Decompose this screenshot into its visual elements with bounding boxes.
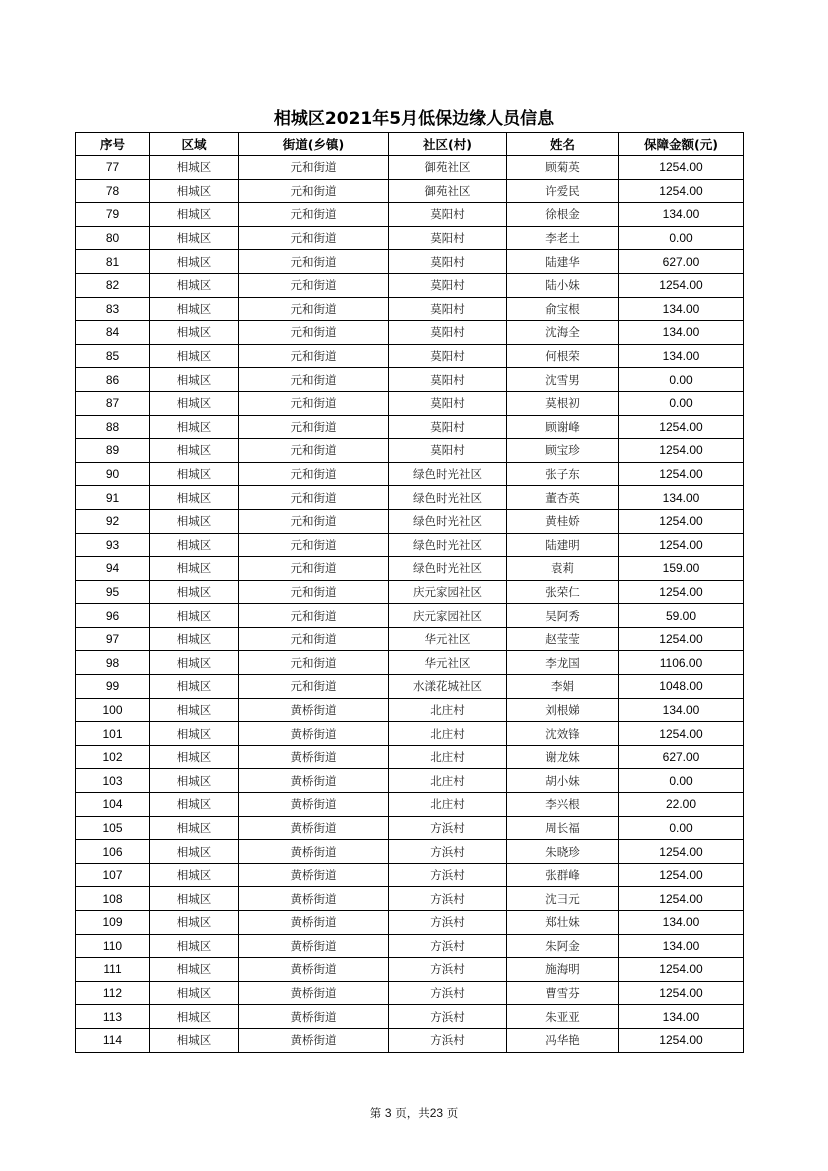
cell-community: 御苑社区	[389, 156, 507, 180]
table-row	[76, 179, 744, 203]
header-amount: 保障金额(元)	[619, 133, 744, 156]
cell-index: 109	[76, 911, 150, 935]
cell-community: 绿色时光社区	[389, 557, 507, 581]
cell-community: 方浜村	[389, 981, 507, 1005]
cell-name: 李娟	[507, 675, 619, 699]
cell-name: 谢龙妹	[507, 745, 619, 769]
cell-index: 88	[76, 415, 150, 439]
cell-index: 112	[76, 981, 150, 1005]
cell-name: 郑壮妹	[507, 911, 619, 935]
table-header-row	[76, 133, 744, 156]
cell-street: 黄桥街道	[239, 793, 389, 817]
header-name: 姓名	[507, 133, 619, 156]
cell-amount: 1254.00	[619, 179, 744, 203]
cell-community: 御苑社区	[389, 179, 507, 203]
cell-street: 元和街道	[239, 533, 389, 557]
cell-name: 何根荣	[507, 344, 619, 368]
table-row	[76, 203, 744, 227]
cell-amount: 134.00	[619, 344, 744, 368]
cell-name: 冯华艳	[507, 1028, 619, 1052]
cell-index: 100	[76, 698, 150, 722]
cell-amount: 1254.00	[619, 722, 744, 746]
cell-street: 黄桥街道	[239, 698, 389, 722]
cell-community: 水漾花城社区	[389, 675, 507, 699]
cell-name: 徐根金	[507, 203, 619, 227]
cell-index: 111	[76, 958, 150, 982]
cell-street: 元和街道	[239, 297, 389, 321]
cell-amount: 134.00	[619, 1005, 744, 1029]
cell-amount: 1254.00	[619, 1028, 744, 1052]
cell-index: 89	[76, 439, 150, 463]
table-row	[76, 1028, 744, 1052]
cell-district: 相城区	[150, 934, 239, 958]
cell-name: 朱阿金	[507, 934, 619, 958]
cell-index: 94	[76, 557, 150, 581]
cell-district: 相城区	[150, 179, 239, 203]
cell-district: 相城区	[150, 533, 239, 557]
table-row	[76, 934, 744, 958]
cell-amount: 134.00	[619, 934, 744, 958]
cell-amount: 1254.00	[619, 840, 744, 864]
table-row	[76, 698, 744, 722]
table-row	[76, 863, 744, 887]
cell-index: 103	[76, 769, 150, 793]
cell-amount: 0.00	[619, 769, 744, 793]
cell-community: 莫阳村	[389, 344, 507, 368]
cell-amount: 1254.00	[619, 580, 744, 604]
cell-district: 相城区	[150, 863, 239, 887]
cell-district: 相城区	[150, 462, 239, 486]
cell-street: 元和街道	[239, 321, 389, 345]
cell-name: 沈雪男	[507, 368, 619, 392]
cell-name: 朱亚亚	[507, 1005, 619, 1029]
cell-district: 相城区	[150, 391, 239, 415]
table-row	[76, 273, 744, 297]
cell-index: 87	[76, 391, 150, 415]
cell-amount: 134.00	[619, 911, 744, 935]
cell-amount: 134.00	[619, 698, 744, 722]
table-row	[76, 816, 744, 840]
cell-name: 沈彐元	[507, 887, 619, 911]
cell-community: 莫阳村	[389, 391, 507, 415]
cell-index: 114	[76, 1028, 150, 1052]
cell-street: 元和街道	[239, 580, 389, 604]
cell-name: 李兴根	[507, 793, 619, 817]
cell-index: 79	[76, 203, 150, 227]
table-row	[76, 981, 744, 1005]
cell-street: 元和街道	[239, 627, 389, 651]
table-row	[76, 887, 744, 911]
cell-amount: 1254.00	[619, 439, 744, 463]
cell-district: 相城区	[150, 297, 239, 321]
cell-index: 86	[76, 368, 150, 392]
table-row	[76, 297, 744, 321]
cell-amount: 134.00	[619, 321, 744, 345]
cell-community: 华元社区	[389, 651, 507, 675]
cell-street: 元和街道	[239, 651, 389, 675]
cell-district: 相城区	[150, 1028, 239, 1052]
cell-street: 元和街道	[239, 226, 389, 250]
cell-district: 相城区	[150, 439, 239, 463]
cell-name: 张荣仁	[507, 580, 619, 604]
cell-district: 相城区	[150, 1005, 239, 1029]
cell-community: 莫阳村	[389, 368, 507, 392]
table-row	[76, 509, 744, 533]
table-row	[76, 250, 744, 274]
cell-community: 方浜村	[389, 840, 507, 864]
table-row	[76, 533, 744, 557]
cell-community: 方浜村	[389, 958, 507, 982]
table-row	[76, 675, 744, 699]
table-row	[76, 958, 744, 982]
cell-index: 91	[76, 486, 150, 510]
cell-district: 相城区	[150, 981, 239, 1005]
cell-street: 元和街道	[239, 179, 389, 203]
cell-amount: 1254.00	[619, 627, 744, 651]
table-row	[76, 651, 744, 675]
footer-middle: 页，共	[395, 1106, 430, 1120]
cell-index: 81	[76, 250, 150, 274]
table-row	[76, 439, 744, 463]
cell-name: 曹雪芬	[507, 981, 619, 1005]
cell-district: 相城区	[150, 769, 239, 793]
cell-name: 吴阿秀	[507, 604, 619, 628]
table-row	[76, 793, 744, 817]
cell-district: 相城区	[150, 745, 239, 769]
table-row	[76, 321, 744, 345]
footer-current-page: 3	[384, 1106, 392, 1120]
cell-community: 方浜村	[389, 1028, 507, 1052]
table-row	[76, 462, 744, 486]
cell-index: 95	[76, 580, 150, 604]
cell-district: 相城区	[150, 580, 239, 604]
cell-street: 元和街道	[239, 604, 389, 628]
cell-amount: 134.00	[619, 203, 744, 227]
cell-community: 北庄村	[389, 698, 507, 722]
cell-district: 相城区	[150, 415, 239, 439]
cell-index: 80	[76, 226, 150, 250]
header-community: 社区(村)	[389, 133, 507, 156]
header-district: 区域	[150, 133, 239, 156]
cell-street: 元和街道	[239, 391, 389, 415]
cell-index: 84	[76, 321, 150, 345]
cell-community: 莫阳村	[389, 415, 507, 439]
cell-district: 相城区	[150, 627, 239, 651]
cell-street: 黄桥街道	[239, 722, 389, 746]
cell-name: 顾宝珍	[507, 439, 619, 463]
cell-community: 方浜村	[389, 887, 507, 911]
cell-name: 黄桂娇	[507, 509, 619, 533]
cell-district: 相城区	[150, 793, 239, 817]
cell-street: 黄桥街道	[239, 745, 389, 769]
cell-street: 元和街道	[239, 509, 389, 533]
table-row	[76, 722, 744, 746]
cell-community: 方浜村	[389, 934, 507, 958]
table-row	[76, 486, 744, 510]
table-row	[76, 627, 744, 651]
cell-district: 相城区	[150, 958, 239, 982]
cell-community: 方浜村	[389, 911, 507, 935]
cell-index: 96	[76, 604, 150, 628]
table-row	[76, 415, 744, 439]
cell-name: 张子东	[507, 462, 619, 486]
table-row	[76, 557, 744, 581]
table-row	[76, 580, 744, 604]
cell-name: 朱晓珍	[507, 840, 619, 864]
cell-district: 相城区	[150, 156, 239, 180]
cell-name: 刘根娣	[507, 698, 619, 722]
cell-community: 北庄村	[389, 769, 507, 793]
cell-street: 元和街道	[239, 675, 389, 699]
cell-community: 莫阳村	[389, 226, 507, 250]
cell-amount: 1254.00	[619, 415, 744, 439]
cell-street: 元和街道	[239, 415, 389, 439]
cell-street: 元和街道	[239, 368, 389, 392]
cell-index: 77	[76, 156, 150, 180]
cell-name: 顾谢峰	[507, 415, 619, 439]
table-row	[76, 840, 744, 864]
cell-district: 相城区	[150, 273, 239, 297]
cell-district: 相城区	[150, 250, 239, 274]
cell-district: 相城区	[150, 203, 239, 227]
table-row	[76, 226, 744, 250]
table-row	[76, 368, 744, 392]
cell-district: 相城区	[150, 887, 239, 911]
cell-index: 113	[76, 1005, 150, 1029]
cell-index: 101	[76, 722, 150, 746]
cell-community: 莫阳村	[389, 250, 507, 274]
cell-street: 黄桥街道	[239, 887, 389, 911]
cell-index: 99	[76, 675, 150, 699]
table-row	[76, 1005, 744, 1029]
cell-district: 相城区	[150, 698, 239, 722]
footer-prefix: 第	[369, 1106, 382, 1120]
cell-district: 相城区	[150, 840, 239, 864]
cell-index: 90	[76, 462, 150, 486]
cell-name: 顾菊英	[507, 156, 619, 180]
cell-community: 华元社区	[389, 627, 507, 651]
cell-name: 俞宝根	[507, 297, 619, 321]
cell-amount: 0.00	[619, 226, 744, 250]
data-table	[75, 132, 744, 1053]
cell-amount: 0.00	[619, 816, 744, 840]
table-body	[76, 156, 744, 1053]
cell-name: 张群峰	[507, 863, 619, 887]
cell-name: 袁莉	[507, 557, 619, 581]
cell-community: 方浜村	[389, 816, 507, 840]
cell-name: 周长福	[507, 816, 619, 840]
cell-index: 97	[76, 627, 150, 651]
table-row	[76, 344, 744, 368]
cell-district: 相城区	[150, 651, 239, 675]
cell-street: 黄桥街道	[239, 1028, 389, 1052]
cell-street: 黄桥街道	[239, 981, 389, 1005]
cell-street: 黄桥街道	[239, 816, 389, 840]
cell-amount: 0.00	[619, 368, 744, 392]
cell-street: 黄桥街道	[239, 840, 389, 864]
cell-street: 黄桥街道	[239, 958, 389, 982]
cell-index: 107	[76, 863, 150, 887]
cell-community: 莫阳村	[389, 203, 507, 227]
cell-district: 相城区	[150, 675, 239, 699]
cell-amount: 1254.00	[619, 273, 744, 297]
cell-amount: 22.00	[619, 793, 744, 817]
header-street: 街道(乡镇)	[239, 133, 389, 156]
cell-amount: 134.00	[619, 297, 744, 321]
page-footer	[0, 1105, 828, 1121]
cell-name: 李龙国	[507, 651, 619, 675]
cell-index: 104	[76, 793, 150, 817]
cell-index: 92	[76, 509, 150, 533]
cell-amount: 1254.00	[619, 156, 744, 180]
cell-street: 元和街道	[239, 250, 389, 274]
cell-street: 元和街道	[239, 557, 389, 581]
cell-district: 相城区	[150, 486, 239, 510]
cell-community: 绿色时光社区	[389, 462, 507, 486]
cell-amount: 1106.00	[619, 651, 744, 675]
cell-name: 沈效锋	[507, 722, 619, 746]
header-index: 序号	[76, 133, 150, 156]
cell-street: 元和街道	[239, 486, 389, 510]
table-row	[76, 156, 744, 180]
cell-index: 82	[76, 273, 150, 297]
cell-district: 相城区	[150, 321, 239, 345]
cell-district: 相城区	[150, 509, 239, 533]
cell-name: 陆小妹	[507, 273, 619, 297]
cell-amount: 0.00	[619, 391, 744, 415]
cell-name: 胡小妹	[507, 769, 619, 793]
cell-district: 相城区	[150, 911, 239, 935]
cell-street: 黄桥街道	[239, 934, 389, 958]
cell-name: 陆建华	[507, 250, 619, 274]
cell-street: 元和街道	[239, 439, 389, 463]
cell-street: 黄桥街道	[239, 1005, 389, 1029]
cell-street: 元和街道	[239, 203, 389, 227]
cell-amount: 159.00	[619, 557, 744, 581]
cell-community: 北庄村	[389, 722, 507, 746]
cell-community: 方浜村	[389, 1005, 507, 1029]
cell-name: 许爱民	[507, 179, 619, 203]
cell-amount: 627.00	[619, 745, 744, 769]
cell-street: 黄桥街道	[239, 911, 389, 935]
cell-name: 施海明	[507, 958, 619, 982]
cell-index: 108	[76, 887, 150, 911]
cell-index: 98	[76, 651, 150, 675]
cell-district: 相城区	[150, 226, 239, 250]
cell-name: 赵莹莹	[507, 627, 619, 651]
cell-index: 106	[76, 840, 150, 864]
cell-community: 绿色时光社区	[389, 533, 507, 557]
cell-amount: 1254.00	[619, 887, 744, 911]
cell-street: 元和街道	[239, 344, 389, 368]
table-row	[76, 391, 744, 415]
cell-district: 相城区	[150, 344, 239, 368]
cell-amount: 1254.00	[619, 462, 744, 486]
cell-index: 93	[76, 533, 150, 557]
cell-amount: 134.00	[619, 486, 744, 510]
cell-name: 沈海全	[507, 321, 619, 345]
cell-name: 陆建明	[507, 533, 619, 557]
cell-community: 北庄村	[389, 745, 507, 769]
cell-community: 庆元家园社区	[389, 580, 507, 604]
cell-amount: 1254.00	[619, 863, 744, 887]
cell-amount: 1254.00	[619, 958, 744, 982]
cell-name: 李老土	[507, 226, 619, 250]
cell-district: 相城区	[150, 604, 239, 628]
cell-amount: 1254.00	[619, 509, 744, 533]
cell-index: 110	[76, 934, 150, 958]
footer-suffix: 页	[446, 1106, 459, 1120]
cell-community: 绿色时光社区	[389, 509, 507, 533]
cell-district: 相城区	[150, 368, 239, 392]
cell-community: 方浜村	[389, 863, 507, 887]
cell-community: 莫阳村	[389, 273, 507, 297]
cell-street: 元和街道	[239, 462, 389, 486]
cell-index: 78	[76, 179, 150, 203]
cell-district: 相城区	[150, 557, 239, 581]
table-row	[76, 911, 744, 935]
table-row	[76, 769, 744, 793]
cell-index: 105	[76, 816, 150, 840]
table-row	[76, 604, 744, 628]
table-row	[76, 745, 744, 769]
cell-index: 83	[76, 297, 150, 321]
footer-total-pages: 23	[429, 1106, 444, 1120]
cell-community: 绿色时光社区	[389, 486, 507, 510]
cell-amount: 1048.00	[619, 675, 744, 699]
cell-amount: 627.00	[619, 250, 744, 274]
cell-amount: 59.00	[619, 604, 744, 628]
cell-street: 元和街道	[239, 156, 389, 180]
cell-index: 102	[76, 745, 150, 769]
page-title: 相城区2021年5月低保边缘人员信息	[273, 109, 555, 129]
cell-amount: 1254.00	[619, 533, 744, 557]
cell-name: 莫根初	[507, 391, 619, 415]
cell-district: 相城区	[150, 722, 239, 746]
cell-amount: 1254.00	[619, 981, 744, 1005]
cell-street: 元和街道	[239, 273, 389, 297]
cell-community: 莫阳村	[389, 321, 507, 345]
cell-street: 黄桥街道	[239, 863, 389, 887]
cell-community: 北庄村	[389, 793, 507, 817]
cell-community: 庆元家园社区	[389, 604, 507, 628]
cell-street: 黄桥街道	[239, 769, 389, 793]
cell-community: 莫阳村	[389, 297, 507, 321]
cell-name: 董杏英	[507, 486, 619, 510]
cell-community: 莫阳村	[389, 439, 507, 463]
cell-index: 85	[76, 344, 150, 368]
cell-district: 相城区	[150, 816, 239, 840]
